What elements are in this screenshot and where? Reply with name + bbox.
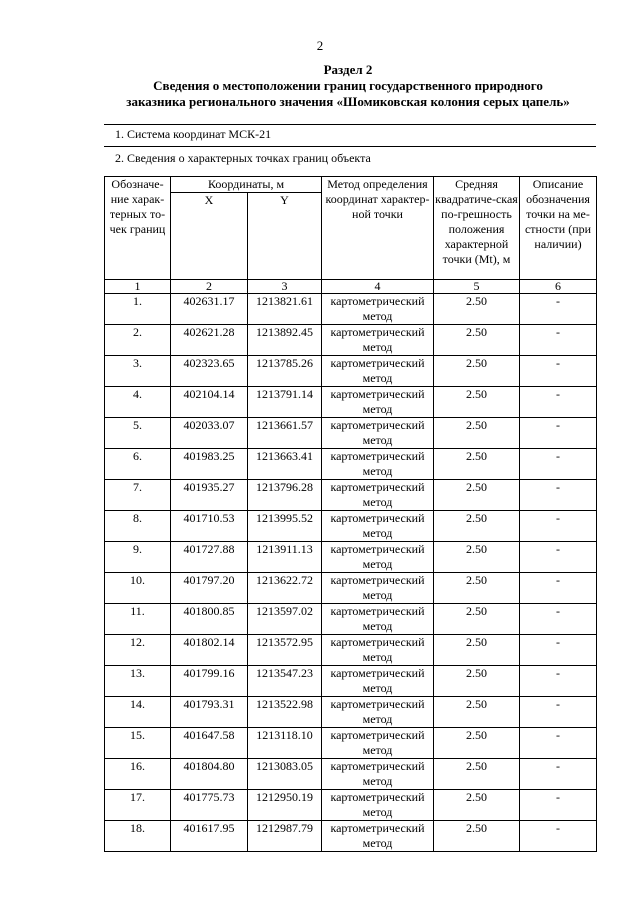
point-number-cell: 14. [105,697,171,728]
error-cell: 2.50 [434,294,520,325]
point-number-cell: 7. [105,480,171,511]
point-number-cell: 9. [105,542,171,573]
section-title: Раздел 2 [323,62,373,77]
x-coordinate-cell: 402104.14 [171,387,248,418]
y-coordinate-cell: 1213995.52 [248,511,322,542]
method-cell: картометрический метод [322,480,434,511]
x-coordinate-cell: 402621.28 [171,325,248,356]
table-row [105,790,597,821]
header-description: Описание обозначения точки на ме-стности (при наличии) [520,177,597,280]
column-numbers-row [105,280,597,294]
table-row [105,573,597,604]
method-cell: картометрический метод [322,325,434,356]
table-row [105,387,597,418]
y-coordinate-cell: 1213892.45 [248,325,322,356]
column-number: 5 [434,280,520,294]
y-coordinate-cell: 1213118.10 [248,728,322,759]
x-coordinate-cell: 401727.88 [171,542,248,573]
x-coordinate-cell: 402323.65 [171,356,248,387]
description-cell: - [520,511,597,542]
x-coordinate-cell: 401802.14 [171,635,248,666]
method-cell: картометрический метод [322,294,434,325]
x-coordinate-cell: 401804.80 [171,759,248,790]
x-coordinate-cell: 402631.17 [171,294,248,325]
description-cell: - [520,821,597,852]
point-number-cell: 15. [105,728,171,759]
heading-line-3: заказника регионального значения «Шомиковская колония серых цапель» [126,94,570,109]
y-coordinate-cell: 1213791.14 [248,387,322,418]
error-cell: 2.50 [434,635,520,666]
description-cell: - [520,294,597,325]
table-row [105,449,597,480]
table-row [105,356,597,387]
y-coordinate-cell: 1213663.41 [248,449,322,480]
description-cell: - [520,542,597,573]
description-cell: - [520,666,597,697]
y-coordinate-cell: 1213785.26 [248,356,322,387]
error-cell: 2.50 [434,387,520,418]
point-number-cell: 6. [105,449,171,480]
point-number-cell: 10. [105,573,171,604]
point-number-cell: 2. [105,325,171,356]
x-coordinate-cell: 401935.27 [171,480,248,511]
error-cell: 2.50 [434,790,520,821]
method-cell: картометрический метод [322,666,434,697]
error-cell: 2.50 [434,356,520,387]
description-cell: - [520,480,597,511]
description-cell: - [520,325,597,356]
x-coordinate-cell: 401800.85 [171,604,248,635]
x-coordinate-cell: 401647.58 [171,728,248,759]
divider [104,146,596,147]
description-cell: - [520,449,597,480]
column-number: 6 [520,280,597,294]
method-cell: картометрический метод [322,418,434,449]
error-cell: 2.50 [434,325,520,356]
header-coordinates: Координаты, м [171,177,322,193]
description-cell: - [520,387,597,418]
description-cell: - [520,604,597,635]
method-cell: картометрический метод [322,449,434,480]
method-cell: картометрический метод [322,697,434,728]
y-coordinate-cell: 1213597.02 [248,604,322,635]
method-cell: картометрический метод [322,356,434,387]
table-row [105,728,597,759]
table-row [105,821,597,852]
column-number: 4 [322,280,434,294]
table-row [105,604,597,635]
y-coordinate-cell: 1213796.28 [248,480,322,511]
y-coordinate-cell: 1213547.23 [248,666,322,697]
description-cell: - [520,759,597,790]
method-cell: картометрический метод [322,387,434,418]
method-cell: картометрический метод [322,728,434,759]
y-coordinate-cell: 1212950.19 [248,790,322,821]
error-cell: 2.50 [434,480,520,511]
x-coordinate-cell: 401797.20 [171,573,248,604]
table-row [105,325,597,356]
error-cell: 2.50 [434,697,520,728]
method-cell: картометрический метод [322,821,434,852]
y-coordinate-cell: 1213083.05 [248,759,322,790]
y-coordinate-cell: 1213911.13 [248,542,322,573]
points-section-label: 2. Сведения о характерных точках границ объекта [115,151,371,165]
y-coordinate-cell: 1213522.98 [248,697,322,728]
coordinate-system-label: 1. Система координат МСК-21 [115,127,272,141]
error-cell: 2.50 [434,728,520,759]
table-row [105,294,597,325]
error-cell: 2.50 [434,759,520,790]
table-row [105,511,597,542]
point-number-cell: 4. [105,387,171,418]
section-heading [100,62,596,110]
header-point-designation: Обозначе-ние харак-терных то-чек границ [105,177,171,280]
y-coordinate-cell: 1212987.79 [248,821,322,852]
header-y: Y [248,193,322,280]
heading-line-2: Сведения о местоположении границ государственного природного [153,78,543,93]
description-cell: - [520,697,597,728]
x-coordinate-cell: 401617.95 [171,821,248,852]
method-cell: картометрический метод [322,604,434,635]
error-cell: 2.50 [434,418,520,449]
error-cell: 2.50 [434,821,520,852]
x-coordinate-cell: 401710.53 [171,511,248,542]
header-x: X [171,193,248,280]
table-row [105,697,597,728]
y-coordinate-cell: 1213622.72 [248,573,322,604]
method-cell: картометрический метод [322,511,434,542]
point-number-cell: 18. [105,821,171,852]
header-mean-error-text: Средняя квадратиче-ская по-грешность положения характерной точки (Mt), м [435,177,518,266]
x-coordinate-cell: 401793.31 [171,697,248,728]
table-row [105,542,597,573]
column-number: 1 [105,280,171,294]
description-cell: - [520,418,597,449]
header-mean-error [434,177,520,280]
error-cell: 2.50 [434,573,520,604]
description-cell: - [520,573,597,604]
point-number-cell: 12. [105,635,171,666]
column-number: 2 [171,280,248,294]
description-cell: - [520,728,597,759]
error-cell: 2.50 [434,449,520,480]
method-cell: картометрический метод [322,635,434,666]
point-number-cell: 3. [105,356,171,387]
y-coordinate-cell: 1213821.61 [248,294,322,325]
x-coordinate-cell: 402033.07 [171,418,248,449]
error-cell: 2.50 [434,666,520,697]
point-number-cell: 11. [105,604,171,635]
point-number-cell: 8. [105,511,171,542]
point-number-cell: 5. [105,418,171,449]
header-method: Метод определения координат характер-ной точки [322,177,434,280]
point-number-cell: 13. [105,666,171,697]
y-coordinate-cell: 1213661.57 [248,418,322,449]
description-cell: - [520,635,597,666]
error-cell: 2.50 [434,604,520,635]
error-cell: 2.50 [434,542,520,573]
divider [104,124,596,125]
method-cell: картометрический метод [322,759,434,790]
method-cell: картометрический метод [322,790,434,821]
table-row [105,666,597,697]
description-cell: - [520,790,597,821]
x-coordinate-cell: 401799.16 [171,666,248,697]
description-cell: - [520,356,597,387]
table-row [105,635,597,666]
table-body [105,294,597,852]
y-coordinate-cell: 1213572.95 [248,635,322,666]
point-number-cell: 1. [105,294,171,325]
table-row [105,480,597,511]
x-coordinate-cell: 401775.73 [171,790,248,821]
method-cell: картометрический метод [322,542,434,573]
column-number: 3 [248,280,322,294]
point-number-cell: 16. [105,759,171,790]
boundary-points-table [104,176,597,852]
table-row [105,759,597,790]
error-cell: 2.50 [434,511,520,542]
x-coordinate-cell: 401983.25 [171,449,248,480]
table-row [105,418,597,449]
page-number: 2 [316,38,324,53]
method-cell: картометрический метод [322,573,434,604]
point-number-cell: 17. [105,790,171,821]
